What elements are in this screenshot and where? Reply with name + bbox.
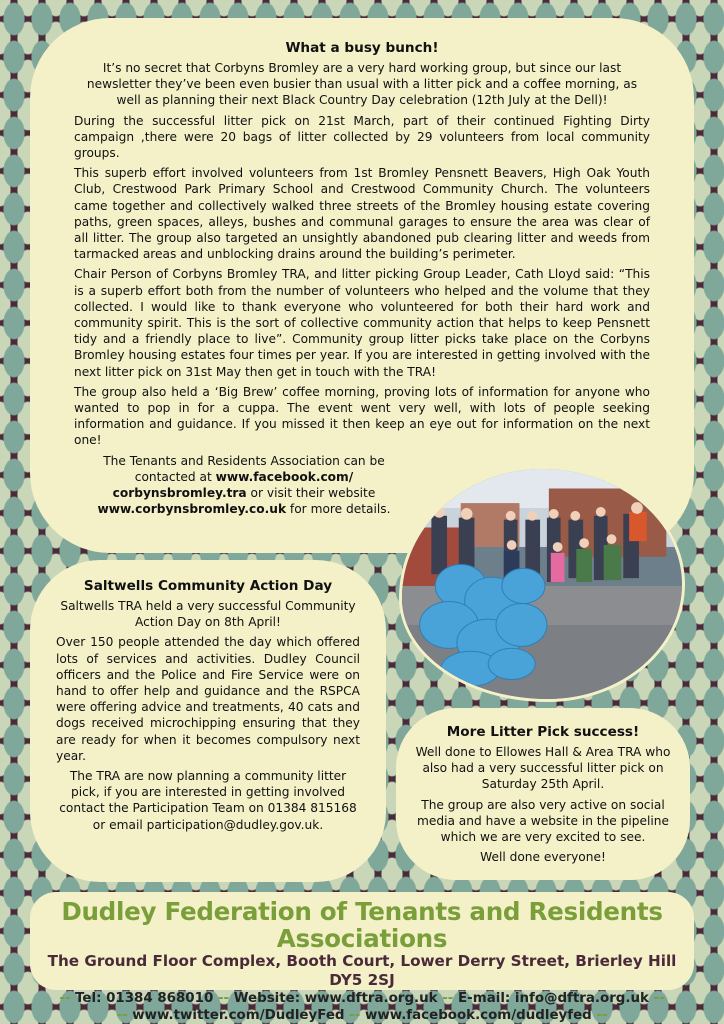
article-saltwells [30, 560, 386, 882]
article-busy-bunch [30, 18, 694, 553]
article-paragraph: The TRA are now planning a community litter pick, if you are interested in getting involved contact the Participation Team on 01384 815168 or email participation@dudley.gov.uk. [59, 769, 357, 832]
website-link[interactable]: www.corbynsbromley.co.uk [97, 502, 287, 517]
photo-illustration [402, 469, 682, 699]
article-more-litter [396, 708, 690, 880]
article-paragraph: Well done to Ellowes Hall & Area TRA who also had a very successful litter pick on Saturday 25th April. [415, 745, 671, 792]
footer [30, 892, 694, 1023]
social-line: -- www.twitter.com/DudleyFed -- www.facebook.com/dudleyfed -- [116, 1008, 608, 1023]
organisation-name: Dudley Federation of Tenants and Residents Associations [61, 897, 663, 953]
article-paragraph: Over 150 people attended the day which offered lots of services and activities. Dudley Council officers and the Police and Fire Service were on hand to offer help and guidance and the RSPCA were offering advice and treatments, 40 cats and dogs received microchipping ensuring that they are ready for when it becomes compulsory next year. [56, 635, 360, 763]
article-title: Saltwells Community Action Day [83, 578, 333, 594]
article-paragraph: Well done everyone! [480, 850, 606, 865]
facebook-link[interactable]: www.facebook.com/ corbynsbromley.tra [112, 469, 354, 501]
contact-line: -- Tel: 01384 868010 -- Website: www.dftra.org.uk -- E-mail: info@dftra.org.uk -- [59, 991, 665, 1006]
article-paragraph: Chair Person of Corbyns Bromley TRA, and litter picking Group Leader, Cath Lloyd said: “This is a superb effort both from the number of volunteers who helped and the volume that they collected. I would like to thank everyone who volunteered for both their hard work and community spirit. This is the sort of collective community action that helps to keep Pensnett tidy and a friendly place to live”. Community group litter picks take place on the Corbyns Bromley housing estates four times per year. If you are interested in getting involved with the next litter pick on 31st May then get in touch with the TRA! [74, 267, 650, 379]
article-title: What a busy bunch! [285, 40, 439, 56]
email-link[interactable]: E-mail: info@dftra.org.uk [458, 991, 649, 1006]
article-title: More Litter Pick success! [446, 724, 640, 740]
facebook-link[interactable]: www.facebook.com/dudleyfed [364, 1008, 592, 1023]
organisation-address: The Ground Floor Complex, Booth Court, Lower Derry Street, Brierley Hill DY5 2SJ [47, 952, 677, 989]
article-intro: It’s no secret that Corbyns Bromley are a very hard working group, but since our last newsletter they’ve been even busier than usual with a litter pick and a coffee morning, as well as planning their next Black Country Day celebration (12th July at the Dell)! [86, 61, 638, 108]
article-paragraph: Saltwells TRA held a very successful Community Action Day on 8th April! [60, 599, 356, 630]
twitter-link[interactable]: www.twitter.com/DudleyFed [132, 1008, 345, 1023]
contact-paragraph: The Tenants and Residents Association can be contacted at www.facebook.com/ corbynsbromley.tra or visit their website www.corbynsbromley.co.uk for more details. [97, 453, 391, 517]
website-link[interactable]: Website: www.dftra.org.uk [233, 991, 438, 1006]
article-paragraph: The group are also very active on social media and have a website in the pipeline which we are very excited to see. [416, 797, 670, 845]
article-paragraph: During the successful litter pick on 21st March, part of their continued Fighting Dirty campaign ,there were 20 bags of litter collected by 29 volunteers from local community groups. [74, 113, 650, 161]
telephone: Tel: 01384 868010 [75, 991, 214, 1006]
article-paragraph: This superb effort involved volunteers from 1st Bromley Pensnett Beavers, High Oak Youth Club, Crestwood Park Primary School and Crestwood Community Church. The volunteers came together and collectively walked three streets of the Bromley housing estate covering paths, green spaces, alleys, bushes and communal garages to ensure the area was clear of all litter. The group also targeted an unsightly abandoned pub clearing litter and weeds from tarmacked areas and unblocking drains around the building’s perimeter. [74, 166, 650, 262]
article-paragraph: The group also held a ‘Big Brew’ coffee morning, proving lots of information for anyone who wanted to pop in for a cuppa. The event went very well, with lots of people seeking information and guidance. If you missed it then keep an eye out for information on the next one! [74, 384, 650, 448]
